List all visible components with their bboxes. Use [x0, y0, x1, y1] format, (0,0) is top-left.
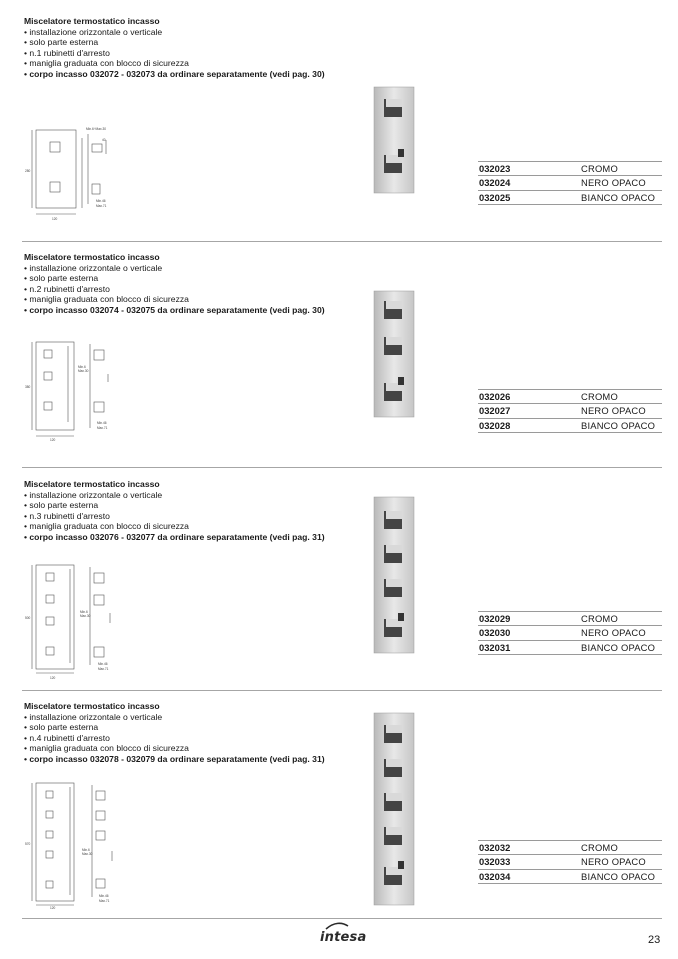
- finish-label: CROMO: [581, 613, 618, 624]
- feature-bullet: • installazione orizzontale o verticale: [24, 489, 163, 500]
- product-description: [24, 252, 325, 316]
- product-photo-svg: [372, 711, 416, 907]
- technical-drawing: [22, 561, 122, 686]
- dimension-label: 120: [50, 906, 56, 910]
- feature-bullet: • solo parte esterna: [24, 37, 99, 48]
- dimension-label: Max.30: [78, 369, 89, 373]
- brand-name: intesa: [320, 930, 367, 945]
- dimension-label: 570: [25, 842, 31, 846]
- dimension-label: Max.30: [80, 614, 91, 618]
- product-title: Miscelatore termostatico incasso: [24, 16, 160, 26]
- product-photo: [372, 289, 416, 424]
- dimension-label: 120: [50, 438, 56, 442]
- footer-divider: [22, 918, 662, 919]
- technical-drawing: [22, 124, 122, 229]
- product-section-3: [0, 479, 678, 689]
- product-section-4: [0, 701, 678, 917]
- product-code: 032034: [479, 870, 511, 882]
- product-description: [24, 16, 325, 80]
- feature-bullet-note: • corpo incasso 032076 - 032077 da ordinare separatamente (vedi pag. 31): [24, 531, 325, 542]
- dimension-label: 380: [25, 385, 31, 389]
- page-number: 23: [648, 934, 661, 946]
- table-row: [478, 640, 662, 655]
- feature-bullet: • maniglia graduata con blocco di sicurezza: [24, 743, 189, 754]
- table-row: [478, 625, 662, 639]
- dimension-label: Min.6: [80, 610, 88, 614]
- feature-bullet: • solo parte esterna: [24, 500, 99, 511]
- finish-label: CROMO: [581, 391, 618, 402]
- finish-label: BIANCO OPACO: [581, 419, 656, 431]
- dimension-label: Min.6: [82, 848, 90, 852]
- technical-drawing-svg: [22, 561, 122, 681]
- code-table: [478, 840, 662, 884]
- feature-bullet: • installazione orizzontale o verticale: [24, 26, 163, 37]
- table-row: [478, 869, 662, 884]
- product-section-2: [0, 252, 678, 466]
- table-row: [478, 389, 662, 403]
- product-photo-svg: [372, 495, 416, 655]
- product-section-1: [0, 16, 678, 240]
- product-photo: [372, 711, 416, 912]
- code-table: [478, 611, 662, 655]
- product-code: 032031: [479, 641, 511, 653]
- product-photo: [372, 495, 416, 660]
- product-title: Miscelatore termostatico incasso: [24, 479, 160, 489]
- finish-label: NERO OPACO: [581, 405, 646, 417]
- finish-label: BIANCO OPACO: [581, 870, 656, 882]
- product-code: 032028: [479, 419, 511, 431]
- dimension-label: 120: [50, 676, 56, 680]
- dimension-label: Max.71: [97, 426, 108, 430]
- feature-bullet: • solo parte esterna: [24, 722, 99, 733]
- feature-bullet: • installazione orizzontale o verticale: [24, 711, 163, 722]
- dimension-label: Max.30: [82, 852, 93, 856]
- feature-bullet: • n.1 rubinetti d'arresto: [24, 47, 110, 58]
- finish-label: NERO OPACO: [581, 627, 646, 639]
- feature-bullet: • maniglia graduata con blocco di sicurezza: [24, 521, 189, 532]
- product-photo: [372, 85, 416, 200]
- product-code: 032024: [479, 177, 511, 189]
- feature-bullet: • n.2 rubinetti d'arresto: [24, 283, 110, 294]
- dimension-label: Max.71: [99, 899, 110, 903]
- code-table: [478, 161, 662, 205]
- product-code: 032033: [479, 856, 511, 868]
- table-row: [478, 611, 662, 625]
- product-code: 032030: [479, 627, 511, 639]
- finish-label: NERO OPACO: [581, 177, 646, 189]
- feature-bullet: • maniglia graduata con blocco di sicurezza: [24, 294, 189, 305]
- section-divider: [22, 690, 662, 691]
- feature-bullet: • n.4 rubinetti d'arresto: [24, 732, 110, 743]
- dimension-label: 500: [25, 616, 31, 620]
- dimension-label: 280: [25, 169, 31, 173]
- finish-label: BIANCO OPACO: [581, 641, 656, 653]
- feature-bullet-note: • corpo incasso 032074 - 032075 da ordinare separatamente (vedi pag. 30): [24, 304, 325, 315]
- feature-bullet: • solo parte esterna: [24, 273, 99, 284]
- product-description: [24, 479, 325, 543]
- product-code: 032029: [479, 613, 511, 624]
- product-title: Miscelatore termostatico incasso: [24, 252, 160, 262]
- dimension-label: Min.46: [96, 199, 106, 203]
- product-code: 032032: [479, 842, 511, 853]
- product-photo-svg: [372, 289, 416, 419]
- finish-label: CROMO: [581, 163, 618, 174]
- finish-label: CROMO: [581, 842, 618, 853]
- finish-label: NERO OPACO: [581, 856, 646, 868]
- feature-bullet-note: • corpo incasso 032072 - 032073 da ordinare separatamente (vedi pag. 30): [24, 68, 325, 79]
- feature-bullet-note: • corpo incasso 032078 - 032079 da ordinare separatamente (vedi pag. 31): [24, 753, 325, 764]
- product-photo-svg: [372, 85, 416, 195]
- dimension-label: Min.46: [99, 894, 109, 898]
- table-row: [478, 175, 662, 189]
- table-row: [478, 403, 662, 417]
- feature-bullet: • installazione orizzontale o verticale: [24, 262, 163, 273]
- technical-drawing-svg: [22, 781, 122, 909]
- product-title: Miscelatore termostatico incasso: [24, 701, 160, 711]
- dimension-label: Min.46: [97, 421, 107, 425]
- product-code: 032027: [479, 405, 511, 417]
- technical-drawing-svg: [22, 124, 122, 224]
- feature-bullet: • maniglia graduata con blocco di sicurezza: [24, 58, 189, 69]
- code-table: [478, 389, 662, 433]
- dimension-label: Min.6: [78, 365, 86, 369]
- technical-drawing: [22, 338, 122, 447]
- brand-logo: [312, 920, 372, 948]
- product-code: 032023: [479, 163, 511, 174]
- dimension-label: Min.6÷Max.30: [86, 127, 106, 131]
- table-row: [478, 161, 662, 175]
- product-code: 032025: [479, 191, 511, 203]
- feature-bullet: • n.3 rubinetti d'arresto: [24, 510, 110, 521]
- product-code: 032026: [479, 391, 511, 402]
- table-row: [478, 854, 662, 868]
- dimension-label: Min.46: [98, 662, 108, 666]
- dimension-label: Max.71: [98, 667, 109, 671]
- product-description: [24, 701, 325, 765]
- table-row: [478, 840, 662, 854]
- technical-drawing: [22, 781, 122, 914]
- dimension-label: 120: [52, 217, 58, 221]
- table-row: [478, 190, 662, 205]
- section-divider: [22, 241, 662, 242]
- technical-drawing-svg: [22, 338, 122, 442]
- table-row: [478, 418, 662, 433]
- finish-label: BIANCO OPACO: [581, 191, 656, 203]
- section-divider: [22, 467, 662, 468]
- dimension-label: Max.71: [96, 204, 107, 208]
- dimension-label: 40: [102, 138, 106, 142]
